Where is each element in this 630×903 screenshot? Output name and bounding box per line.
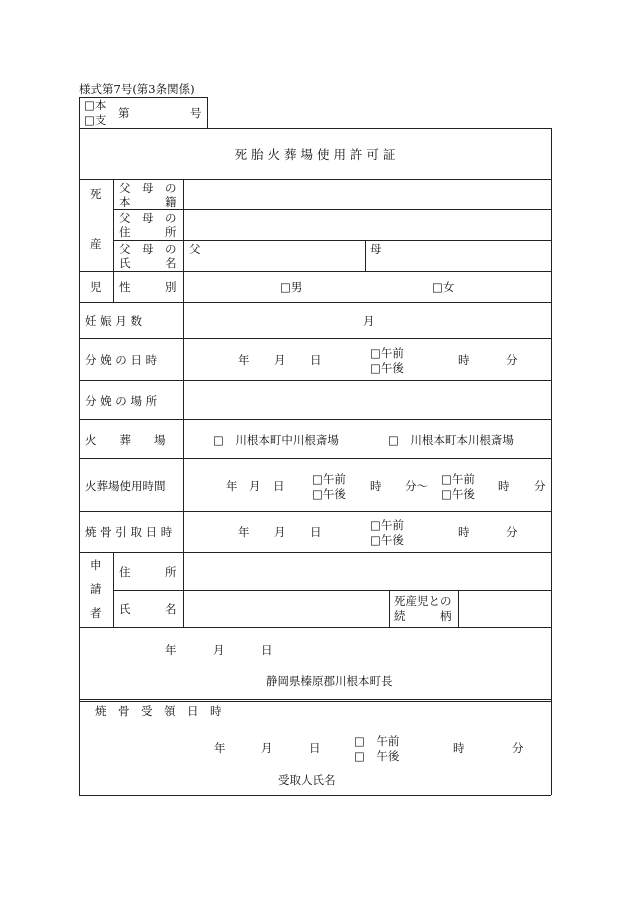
usage-year: 年: [226, 479, 238, 493]
crematorium-option-nakakawane[interactable]: □ 川根本町中川根斎場: [213, 433, 339, 447]
parent-name-label-1: 父 母 の: [119, 242, 177, 256]
stillborn-char-2: 産: [90, 237, 102, 251]
number-prefix: 第: [118, 106, 130, 120]
usage-hour: 時: [370, 479, 382, 493]
applicant-name-label: 氏 名: [119, 602, 177, 616]
delivery-month: 月: [274, 353, 286, 367]
mother-label: 母: [370, 242, 382, 256]
relation-label-1: 死産児との: [394, 594, 452, 608]
issue-day: 日: [261, 643, 273, 657]
usage-am2-checkbox[interactable]: □午前: [441, 472, 475, 486]
usage-hour2: 時: [498, 479, 510, 493]
delivery-day: 日: [310, 353, 322, 367]
bone-pickup-pm-checkbox[interactable]: □午後: [370, 533, 404, 547]
delivery-datetime-label: 分 娩 の 日 時: [85, 353, 158, 367]
bone-pickup-day: 日: [310, 525, 322, 539]
crematorium-label: 火 葬 場: [85, 433, 166, 447]
bone-pickup-minute: 分: [506, 525, 518, 539]
usage-minute2: 分: [534, 479, 546, 493]
receipt-am-checkbox[interactable]: □ 午前: [354, 734, 400, 748]
female-checkbox[interactable]: □女: [432, 280, 455, 294]
receipt-month: 月: [261, 741, 273, 755]
address-label-1: 父 母 の: [119, 211, 177, 225]
office-branch-checkbox[interactable]: □支: [84, 113, 107, 127]
relation-label-2: 続 柄: [394, 609, 452, 623]
usage-pm-checkbox[interactable]: □午後: [312, 487, 346, 501]
pregnancy-unit: 月: [363, 314, 375, 328]
male-checkbox[interactable]: □男: [280, 280, 303, 294]
address-label-2: 住 所: [119, 225, 177, 239]
applicant-char-2: 請: [90, 582, 102, 596]
crematorium-option-honkawane[interactable]: □ 川根本町本川根斎場: [388, 433, 514, 447]
number-suffix: 号: [190, 106, 202, 120]
bone-pickup-label: 焼 骨 引 取 日 時: [85, 525, 173, 539]
registry-label-2: 本 籍: [119, 195, 177, 209]
registry-label-1: 父 母 の: [119, 181, 177, 195]
father-label: 父: [189, 242, 201, 256]
receipt-day: 日: [309, 741, 321, 755]
form-code: 様式第7号(第3条関係): [79, 82, 195, 96]
receipt-minute: 分: [512, 741, 524, 755]
bone-pickup-year: 年: [238, 525, 250, 539]
delivery-minute: 分: [506, 353, 518, 367]
delivery-year: 年: [238, 353, 250, 367]
usage-time-label: 火葬場使用時間: [85, 479, 166, 493]
office-main-checkbox[interactable]: □本: [84, 98, 107, 112]
sex-label: 性 別: [119, 280, 177, 294]
issuer-name: 静岡県榛原郡川根本町長: [266, 674, 393, 688]
applicant-char-1: 申: [90, 558, 102, 572]
bone-pickup-month: 月: [274, 525, 286, 539]
bone-pickup-hour: 時: [458, 525, 470, 539]
delivery-pm-checkbox[interactable]: □午後: [370, 361, 404, 375]
applicant-char-3: 者: [90, 606, 102, 620]
usage-pm2-checkbox[interactable]: □午後: [441, 487, 475, 501]
receiver-name-label: 受取人氏名: [278, 773, 336, 787]
issue-year: 年: [165, 643, 177, 657]
parent-name-label-2: 氏 名: [119, 256, 177, 270]
usage-minute-tilde: 分〜: [405, 479, 428, 493]
stillborn-char-3: 児: [90, 280, 102, 294]
delivery-am-checkbox[interactable]: □午前: [370, 346, 404, 360]
delivery-hour: 時: [458, 353, 470, 367]
usage-day: 日: [273, 479, 285, 493]
receipt-pm-checkbox[interactable]: □ 午後: [354, 749, 400, 763]
receipt-year: 年: [214, 741, 226, 755]
receipt-label: 焼 骨 受 領 日 時: [95, 704, 222, 718]
bone-pickup-am-checkbox[interactable]: □午前: [370, 518, 404, 532]
pregnancy-label: 妊 娠 月 数: [85, 314, 142, 328]
receipt-hour: 時: [453, 741, 465, 755]
usage-am-checkbox[interactable]: □午前: [312, 472, 346, 486]
form-title: 死 胎 火 葬 場 使 用 許 可 証: [234, 147, 396, 162]
usage-month: 月: [249, 479, 261, 493]
issue-month: 月: [213, 643, 225, 657]
applicant-address-label: 住 所: [119, 565, 177, 579]
stillborn-char-1: 死: [90, 187, 102, 201]
delivery-place-label: 分 娩 の 場 所: [85, 394, 158, 408]
